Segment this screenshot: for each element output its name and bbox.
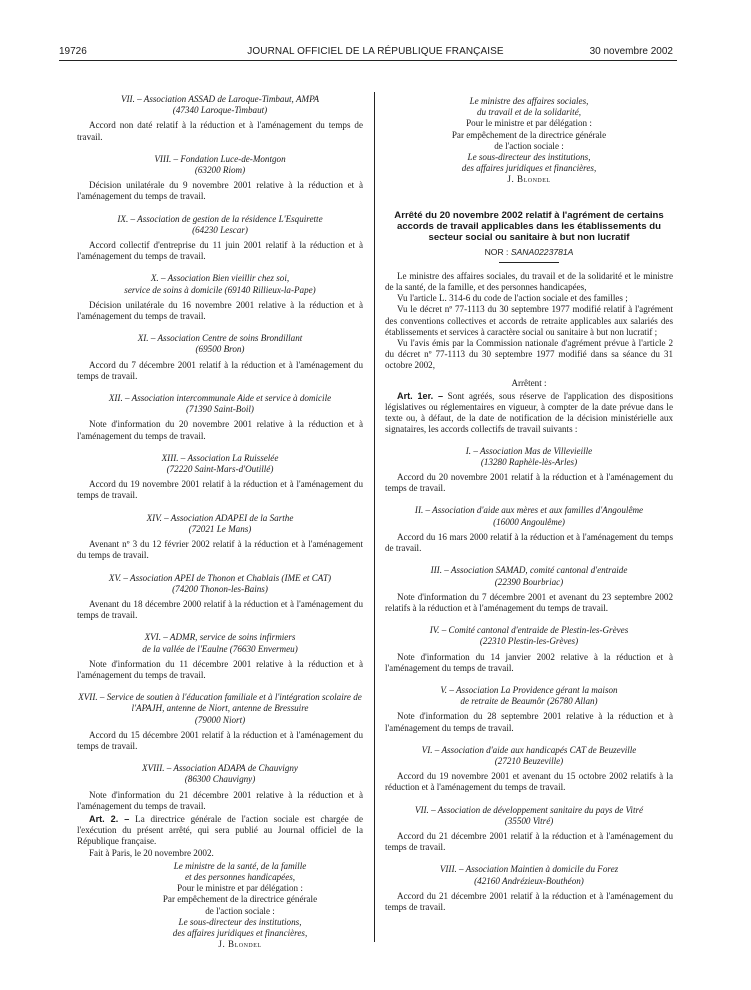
signature-line: Le ministre des affaires sociales, — [469, 96, 589, 106]
section-subtitle: (86300 Chauvigny) — [184, 774, 256, 785]
section-body: Note d'information du 28 septembre 2001 relative à la réduction et à l'aménagement du temps de travail. — [385, 711, 673, 733]
section-item — [385, 864, 673, 913]
signature-line: des affaires juridiques et financières, — [172, 927, 308, 938]
article-2 — [77, 814, 363, 848]
section-item — [77, 573, 363, 622]
article-1 — [385, 391, 673, 436]
signature-line: et des personnes handicapées, — [184, 871, 296, 882]
signature-line: Par empêchement de la directrice générale — [162, 894, 318, 905]
section-item — [77, 513, 363, 562]
vu-clause: Vu l'article L. 314-6 du code de l'action sociale et des familles ; — [397, 293, 628, 304]
signature-line: Pour le ministre et par délégation : — [466, 118, 592, 129]
section-subtitle: (16000 Angoulême) — [493, 516, 565, 527]
page-number: 19726 — [59, 46, 87, 57]
signature-line: de l'action sociale : — [205, 905, 275, 916]
section-item — [77, 393, 363, 442]
nor-value: SANA0223781A — [510, 246, 574, 257]
signature-line: Le ministre de la santé, de la famille — [173, 860, 307, 871]
section-item — [385, 505, 673, 554]
journal-title: JOURNAL OFFICIEL DE LA RÉPUBLIQUE FRANÇAISE — [247, 46, 504, 57]
issue-date: 30 novembre 2002 — [589, 46, 673, 57]
section-title: VII. – Association de développement sanitaire du pays de Vitré — [414, 804, 644, 815]
section-item — [77, 154, 363, 203]
article-2-text: La directrice générale de l'action sociale est chargée de l'exécution du présent arrêté, qui sera publié au Journal officiel de la République française. — [77, 813, 364, 847]
section-title: III. – Association SAMAD, comité cantonal d'entraide — [430, 565, 628, 576]
nor-label: NOR : — [484, 246, 509, 257]
section-item — [385, 685, 673, 734]
section-body: Accord du 21 décembre 2001 relatif à la réduction et à l'aménagement du temps de travail. — [385, 890, 673, 912]
section-subtitle: (22310 Plestin-les-Grèves) — [479, 636, 579, 647]
section-item — [77, 692, 363, 752]
signature-line: Le sous-directeur des institutions, — [467, 152, 591, 163]
signature-line: du travail et de la solidarité, — [476, 107, 582, 118]
section-body: Accord du 19 novembre 2001 et avenant du 15 octobre 2002 relatifs à la réduction et à l'aménagement du temps de travail. — [385, 771, 673, 793]
section-item — [77, 632, 363, 681]
column-divider — [374, 92, 375, 942]
signature-line: Pour le ministre et par délégation : — [177, 883, 303, 894]
arretent-heading: Arrêtent : — [511, 377, 547, 388]
section-body: Avenant du 18 décembre 2000 relatif à la réduction et à l'aménagement du temps de travail. — [77, 598, 363, 621]
section-body: Décision unilatérale du 16 novembre 2001 relative à la réduction et à l'aménagement du temps de travail. — [77, 299, 363, 322]
arrete-intro: Le ministre des affaires sociales, du travail et de la solidarité et le ministre de la santé, de la famille, et des personnes handicapées, — [385, 270, 673, 293]
section-subtitle: (72220 Saint-Mars-d'Outillé) — [166, 464, 274, 475]
vu-clause: Vu l'avis émis par la Commission nationale d'agrément prévue à l'article 2 du décret nº 77-1113 du 30 septembre 1977 modifié dans sa séance du 31 octobre 2002, — [385, 338, 673, 371]
section-body: Accord non daté relatif à la réduction et à l'aménagement du temps de travail. — [77, 120, 363, 142]
section-item — [385, 446, 673, 495]
section-title: VI. – Association d'aide aux handicapés CAT de Beuzeville — [421, 744, 637, 755]
article-2-label: Art. 2. – — [89, 813, 130, 824]
section-title: XIV. – Association ADAPEI de la Sarthe — [146, 512, 294, 523]
section-title: V. – Association La Providence gérant la maison — [440, 684, 618, 695]
section-subtitle: service de soins à domicile (69140 Rillieux-la-Pape) — [124, 284, 316, 295]
article-1-text: Sont agréés, sous réserve de l'application des dispositions législatives ou réglementaires en vigueur, à compter de la date prévue dans le texte ou, à défaut, de la date de notification de la décision ministérielle aux signataires, les accords collectifs de travail suivants : — [385, 390, 673, 435]
section-body: Accord collectif d'entreprise du 11 juin 2001 relatif à la réduction et à l'aménagement du temps de travail. — [77, 240, 363, 262]
section-subtitle: (35500 Vitré) — [504, 815, 554, 826]
section-subtitle: (27210 Beuzeville) — [494, 755, 564, 766]
section-item — [77, 333, 363, 382]
section-item — [77, 94, 363, 143]
section-title: XVI. – ADMR, service de soins infirmiers — [144, 632, 296, 643]
section-body: Accord du 20 novembre 2001 relatif à la réduction et à l'aménagement du temps de travail. — [385, 472, 673, 494]
section-item — [385, 805, 673, 854]
section-body: Note d'information du 14 janvier 2002 relative à la réduction et à l'aménagement du temps de travail. — [385, 651, 673, 673]
nor-reference — [385, 247, 673, 258]
section-title: XV. – Association APEI de Thonon et Chablais (IME et CAT) — [108, 572, 332, 583]
section-title: VII. – Association ASSAD de Laroque-Timbaut, AMPA — [120, 94, 320, 104]
signature-line: des affaires juridiques et financières, — [461, 163, 597, 174]
section-subtitle: de retraite de Beaumôr (26780 Allan) — [460, 696, 598, 707]
section-title: II. – Association d'aide aux mères et aux familles d'Angoulême — [414, 505, 644, 516]
section-body: Avenant nº 3 du 12 février 2002 relatif à la réduction et à l'aménagement du temps de travail. — [77, 539, 363, 561]
section-item — [385, 625, 673, 674]
section-body: Accord du 15 décembre 2001 relatif à la réduction et à l'aménagement du temps de travail. — [77, 729, 363, 751]
section-subtitle: de la vallée de l'Eaulne (76630 Envermeu) — [142, 643, 298, 654]
right-signature-block — [385, 96, 673, 186]
section-title: IV. – Comité cantonal d'entraide de Plestin-les-Grèves — [429, 625, 629, 636]
right-column — [385, 94, 673, 924]
section-title: XIII. – Association La Ruisselée — [161, 452, 279, 463]
left-column — [77, 94, 363, 950]
section-item — [77, 453, 363, 502]
section-subtitle: (13280 Raphèle-lès-Arles) — [480, 456, 578, 467]
section-title: XVIII. – Association ADAPA de Chauvigny — [142, 763, 298, 774]
section-item — [77, 214, 363, 263]
section-body: Décision unilatérale du 9 novembre 2001 relative à la réduction et à l'aménagement du temps de travail. — [77, 180, 363, 202]
section-body: Note d'information du 20 novembre 2001 relative à la réduction et à l'aménagement du temps de travail. — [77, 419, 363, 441]
left-signature-block — [117, 861, 363, 951]
section-body: Accord du 21 décembre 2001 relatif à la réduction et à l'aménagement du temps de travail. — [385, 830, 673, 853]
section-body: Accord du 7 décembre 2001 relatif à la réduction et à l'aménagement du temps de travail. — [77, 359, 363, 381]
section-subtitle: (42160 Andrézieux-Bouthéon) — [474, 875, 584, 886]
signature-line: Par empêchement de la directrice générale — [451, 129, 607, 140]
section-subtitle: (72021 Le Mans) — [188, 523, 252, 534]
section-body: Note d'information du 21 décembre 2001 relative à la réduction et à l'aménagement du temps de travail. — [77, 789, 363, 811]
section-item — [385, 745, 673, 794]
section-body: Note d'information du 11 décembre 2001 relative à la réduction et à l'aménagement du temps de travail. — [77, 658, 363, 680]
section-title: X. – Association Bien vieillir chez soi, — [150, 273, 290, 284]
section-item — [77, 273, 363, 322]
fait-line: Fait à Paris, le 20 novembre 2002. — [89, 847, 214, 858]
section-subtitle: (64230 Lescar) — [192, 224, 248, 235]
section-subtitle: (74200 Thonon-les-Bains) — [172, 583, 268, 594]
section-title: I. – Association Mas de Villevieille — [465, 445, 593, 456]
signatory-name: J. Blondel — [218, 939, 262, 950]
section-subtitle: (71390 Saint-Boil) — [186, 404, 254, 415]
section-body: Accord du 16 mars 2000 relatif à la réduction et à l'aménagement du temps de travail. — [385, 531, 673, 554]
section-title: VIII. – Fondation Luce-de-Montgon — [154, 153, 286, 164]
nor-rule — [499, 262, 559, 263]
section-item — [77, 763, 363, 812]
section-title: XI. – Association Centre de soins Brondillant — [137, 333, 303, 344]
arrete-title: Arrêté du 20 novembre 2002 relatif à l'agrément de certains accords de travail applicables dans les établissements du secteur social ou sanitaire à but non lucratif — [394, 209, 664, 243]
article-1-label: Art. 1er. – — [397, 390, 444, 401]
signatory-name: J. Blondel — [507, 174, 551, 185]
section-subtitle: (47340 Laroque-Timbaut) — [172, 105, 268, 116]
section-body: Accord du 19 novembre 2001 relatif à la réduction et à l'aménagement du temps de travail. — [77, 479, 363, 501]
header-rule — [59, 60, 677, 61]
vu-clause: Vu le décret nº 77-1113 du 30 septembre 1977 modifié relatif à l'agrément des conventions collectives et accords de retraite applicables aux salariés des établissements et services à caractère social ou sanitaire à but non lucratif ; — [385, 304, 673, 337]
section-subtitle: (79000 Niort) — [194, 714, 246, 725]
section-title: XII. – Association intercommunale Aide et service à domicile — [108, 393, 332, 404]
section-title: IX. – Association de gestion de la résidence L'Esquirette — [117, 213, 323, 224]
signature-line: Le sous-directeur des institutions, — [178, 916, 302, 927]
signature-line: de l'action sociale : — [494, 140, 564, 151]
section-subtitle: (22390 Bourbriac) — [494, 576, 564, 587]
section-item — [385, 565, 673, 614]
section-subtitle: (69500 Bron) — [195, 344, 245, 355]
section-body: Note d'information du 7 décembre 2001 et avenant du 23 septembre 2002 relatifs à la réduction et à l'aménagement du temps de travail. — [385, 591, 673, 613]
section-title: XVII. – Service de soutien à l'éducation familiale et à l'intégration scolaire de l'APAJH, antenne de Niort, antenne de Bressuire — [78, 692, 362, 714]
section-title: VIII. – Association Maintien à domicile du Forez — [439, 864, 619, 875]
section-subtitle: (63200 Riom) — [194, 165, 246, 176]
